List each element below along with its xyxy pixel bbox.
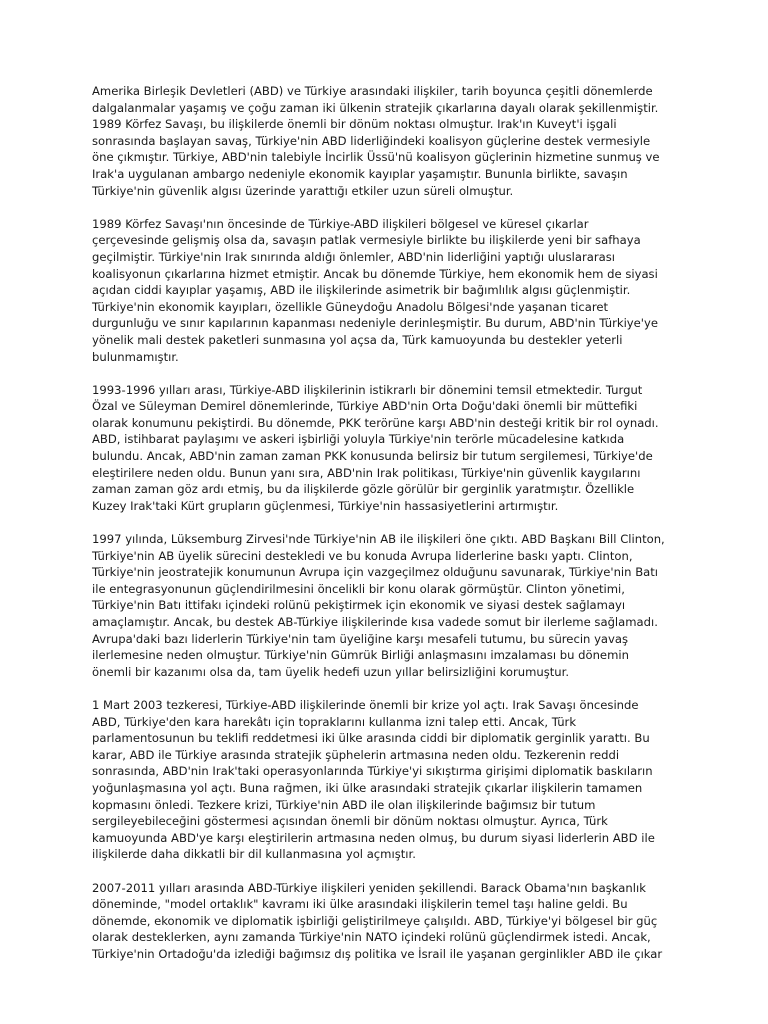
paragraph-1993-1996: 1993-1996 yılları arası, Türkiye-ABD ilişkilerinin istikrarlı bir dönemini temsil etmektedir. Turgut Özal ve Süleyman Demirel dönemlerinde, Türkiye ABD'nin Orta Doğu'daki önemli bir müttefiki olarak konumunu pekiştirdi. Bu dönemde, PKK terörüne karşı ABD'nin desteği kritik bir rol oynadı. ABD, istihbarat paylaşımı ve askeri işbirliği yoluyla Türkiye'nin terörle mücadelesine katkıda bulundu. Ancak, ABD'nin zaman zaman PKK konusunda belirsiz bir tutum sergilemesi, Türkiye'de eleştirilere neden oldu. Bunun yanı sıra, ABD'nin Irak politikası, Türkiye'nin güvenlik kaygılarını zaman zaman göz ardı etmiş, bu da ilişkilerde gözle görülür bir gerginlik yaratmıştır. Özellikle Kuzey Irak'taki Kürt grupların güçlenmesi, Türkiye'nin hassasiyetlerini artırmıştır. [92,382,659,513]
paragraph-luxembourg-summit-1997: 1997 yılında, Lüksemburg Zirvesi'nde Türkiye'nin AB ile ilişkileri öne çıktı. ABD Başkanı Bill Clinton, Türkiye'nin AB üyelik sürecini destekledi ve bu konuda Avrupa liderlerine baskı yaptı. Clinton, Türkiye'nin jeostratejik konumunun Avrupa için vazgeçilmez olduğunu savunarak, Türkiye'nin Batı ile entegrasyonunun güçlendirilmesini öncelikli bir konu olarak görmüştür. Clinton yönetimi, Türkiye'nin Batı ittifakı içindeki rolünü pekiştirmek için ekonomik ve siyasi destek sağlamayı amaçlamıştır. Ancak, bu destek AB-Türkiye ilişkilerinde kısa vadede somut bir ilerleme sağlamadı. Avrupa'daki bazı liderlerin Türkiye'nin tam üyeliğine karşı mesafeli tutumu, bu sürecin yavaş ilerlemesine neden olmuştur. Türkiye'nin Gümrük Birliği anlaşmasını imzalaması bu dönemin önemli bir kazanımı olsa da, tam üyelik hedefi uzun yıllar belirsizliğini korumuştur. [92,532,665,679]
paragraph-pre-gulf-war-relations: 1989 Körfez Savaşı'nın öncesinde de Türkiye-ABD ilişkileri bölgesel ve küresel çıkarlar çerçevesinde gelişmiş olsa da, savaşın patlak vermesiyle birlikte bu ilişkilerde yeni bir safhaya geçilmiştir. Türkiye'nin Irak sınırında aldığı önlemler, ABD'nin liderliğini yaptığı uluslararası koalisyonun çıkarlarına hizmet etmiştir. Ancak bu dönemde Türkiye, hem ekonomik hem de siyasi açıdan ciddi kayıplar yaşamış, ABD ile ilişkilerinde asimetrik bir bağımlılık algısı güçlenmiştir. Türkiye'nin ekonomik kayıpları, özellikle Güneydoğu Anadolu Bölgesi'nde yaşanan ticaret durgunluğu ve sınır kapılarının kapanması nedeniyle derinleşmiştir. Bu durum, ABD'nin Türkiye'ye yönelik mali destek paketleri sunmasına yol açsa da, Türk kamuoyunda bu destekler yeterli bulunmamıştır. [92,216,658,364]
paragraph-march-2003-motion: 1 Mart 2003 tezkeresi, Türkiye-ABD ilişkilerinde önemli bir krize yol açtı. Irak Savaşı öncesinde ABD, Türkiye'den kara harekâtı için topraklarını kullanma izni talep etti. Ancak, Türk parlamentosunun bu teklifi reddetmesi iki ülke arasında ciddi bir diplomatik gerginlik yarattı. Bu karar, ABD ile Türkiye arasında stratejik şüphelerin artmasına neden oldu. Tezkerenin reddi sonrasında, ABD'nin Irak'taki operasyonlarında Türkiye'yi sıkıştırma girişimi diplomatik baskıların yoğunlaşmasına yol açtı. Buna rağmen, iki ülke arasındaki stratejik çıkarlar ilişkilerin tamamen kopmasını önledi. Tezkere krizi, Türkiye'nin ABD ile olan ilişkilerinde bağımsız bir tutum sergileyebileceğini göstermesi açısından önemli bir dönüm noktası olmuştur. Ayrıca, Türk kamuoyunda ABD'ye karşı eleştirilerin artmasına neden olmuş, bu durum siyasi liderlerin ABD ile ilişkilerde daha dikkatli bir dil kullanmasına yol açmıştır. [92,697,655,862]
paragraph-2007-2011: 2007-2011 yılları arasında ABD-Türkiye ilişkileri yeniden şekillendi. Barack Obama'nın başkanlık döneminde, "model ortaklık" kavramı iki ülke arasındaki ilişkilerin temel taşı haline geldi. Bu dönemde, ekonomik ve diplomatik işbirliği geliştirilmeye çalışıldı. ABD, Türkiye'yi bölgesel bir güç olarak desteklerken, aynı zamanda Türkiye'nin NATO içindeki rolünü güçlendirmek istedi. Ancak, Türkiye'nin Ortadoğu'da izlediği bağımsız dış politika ve İsrail ile yaşanan gerginlikler ABD ile çıkar [92,880,663,961]
document-page [92,83,667,979]
paragraph-gulf-war-1989: Amerika Birleşik Devletleri (ABD) ve Türkiye arasındaki ilişkiler, tarih boyunca çeşitli dönemlerde dalgalanmalar yaşamış ve çoğu zaman iki ülkenin stratejik çıkarlarına dayalı olarak şekillenmiştir. 1989 Körfez Savaşı, bu ilişkilerde önemli bir dönüm noktası olmuştur. Irak'ın Kuveyt'i işgali sonrasında başlayan savaş, Türkiye'nin ABD liderliğindeki koalisyon güçlerine destek vermesiyle öne çıkmıştır. Türkiye, ABD'nin talebiyle İncirlik Üssü'nü koalisyon güçlerinin hizmetine sunmuş ve Irak'a uygulanan ambargo nedeniyle ekonomik kayıplar yaşamıştır. Bununla birlikte, savaşın Türkiye'nin güvenlik algısı üzerinde yarattığı etkiler uzun süreli olmuştur. [92,84,660,198]
